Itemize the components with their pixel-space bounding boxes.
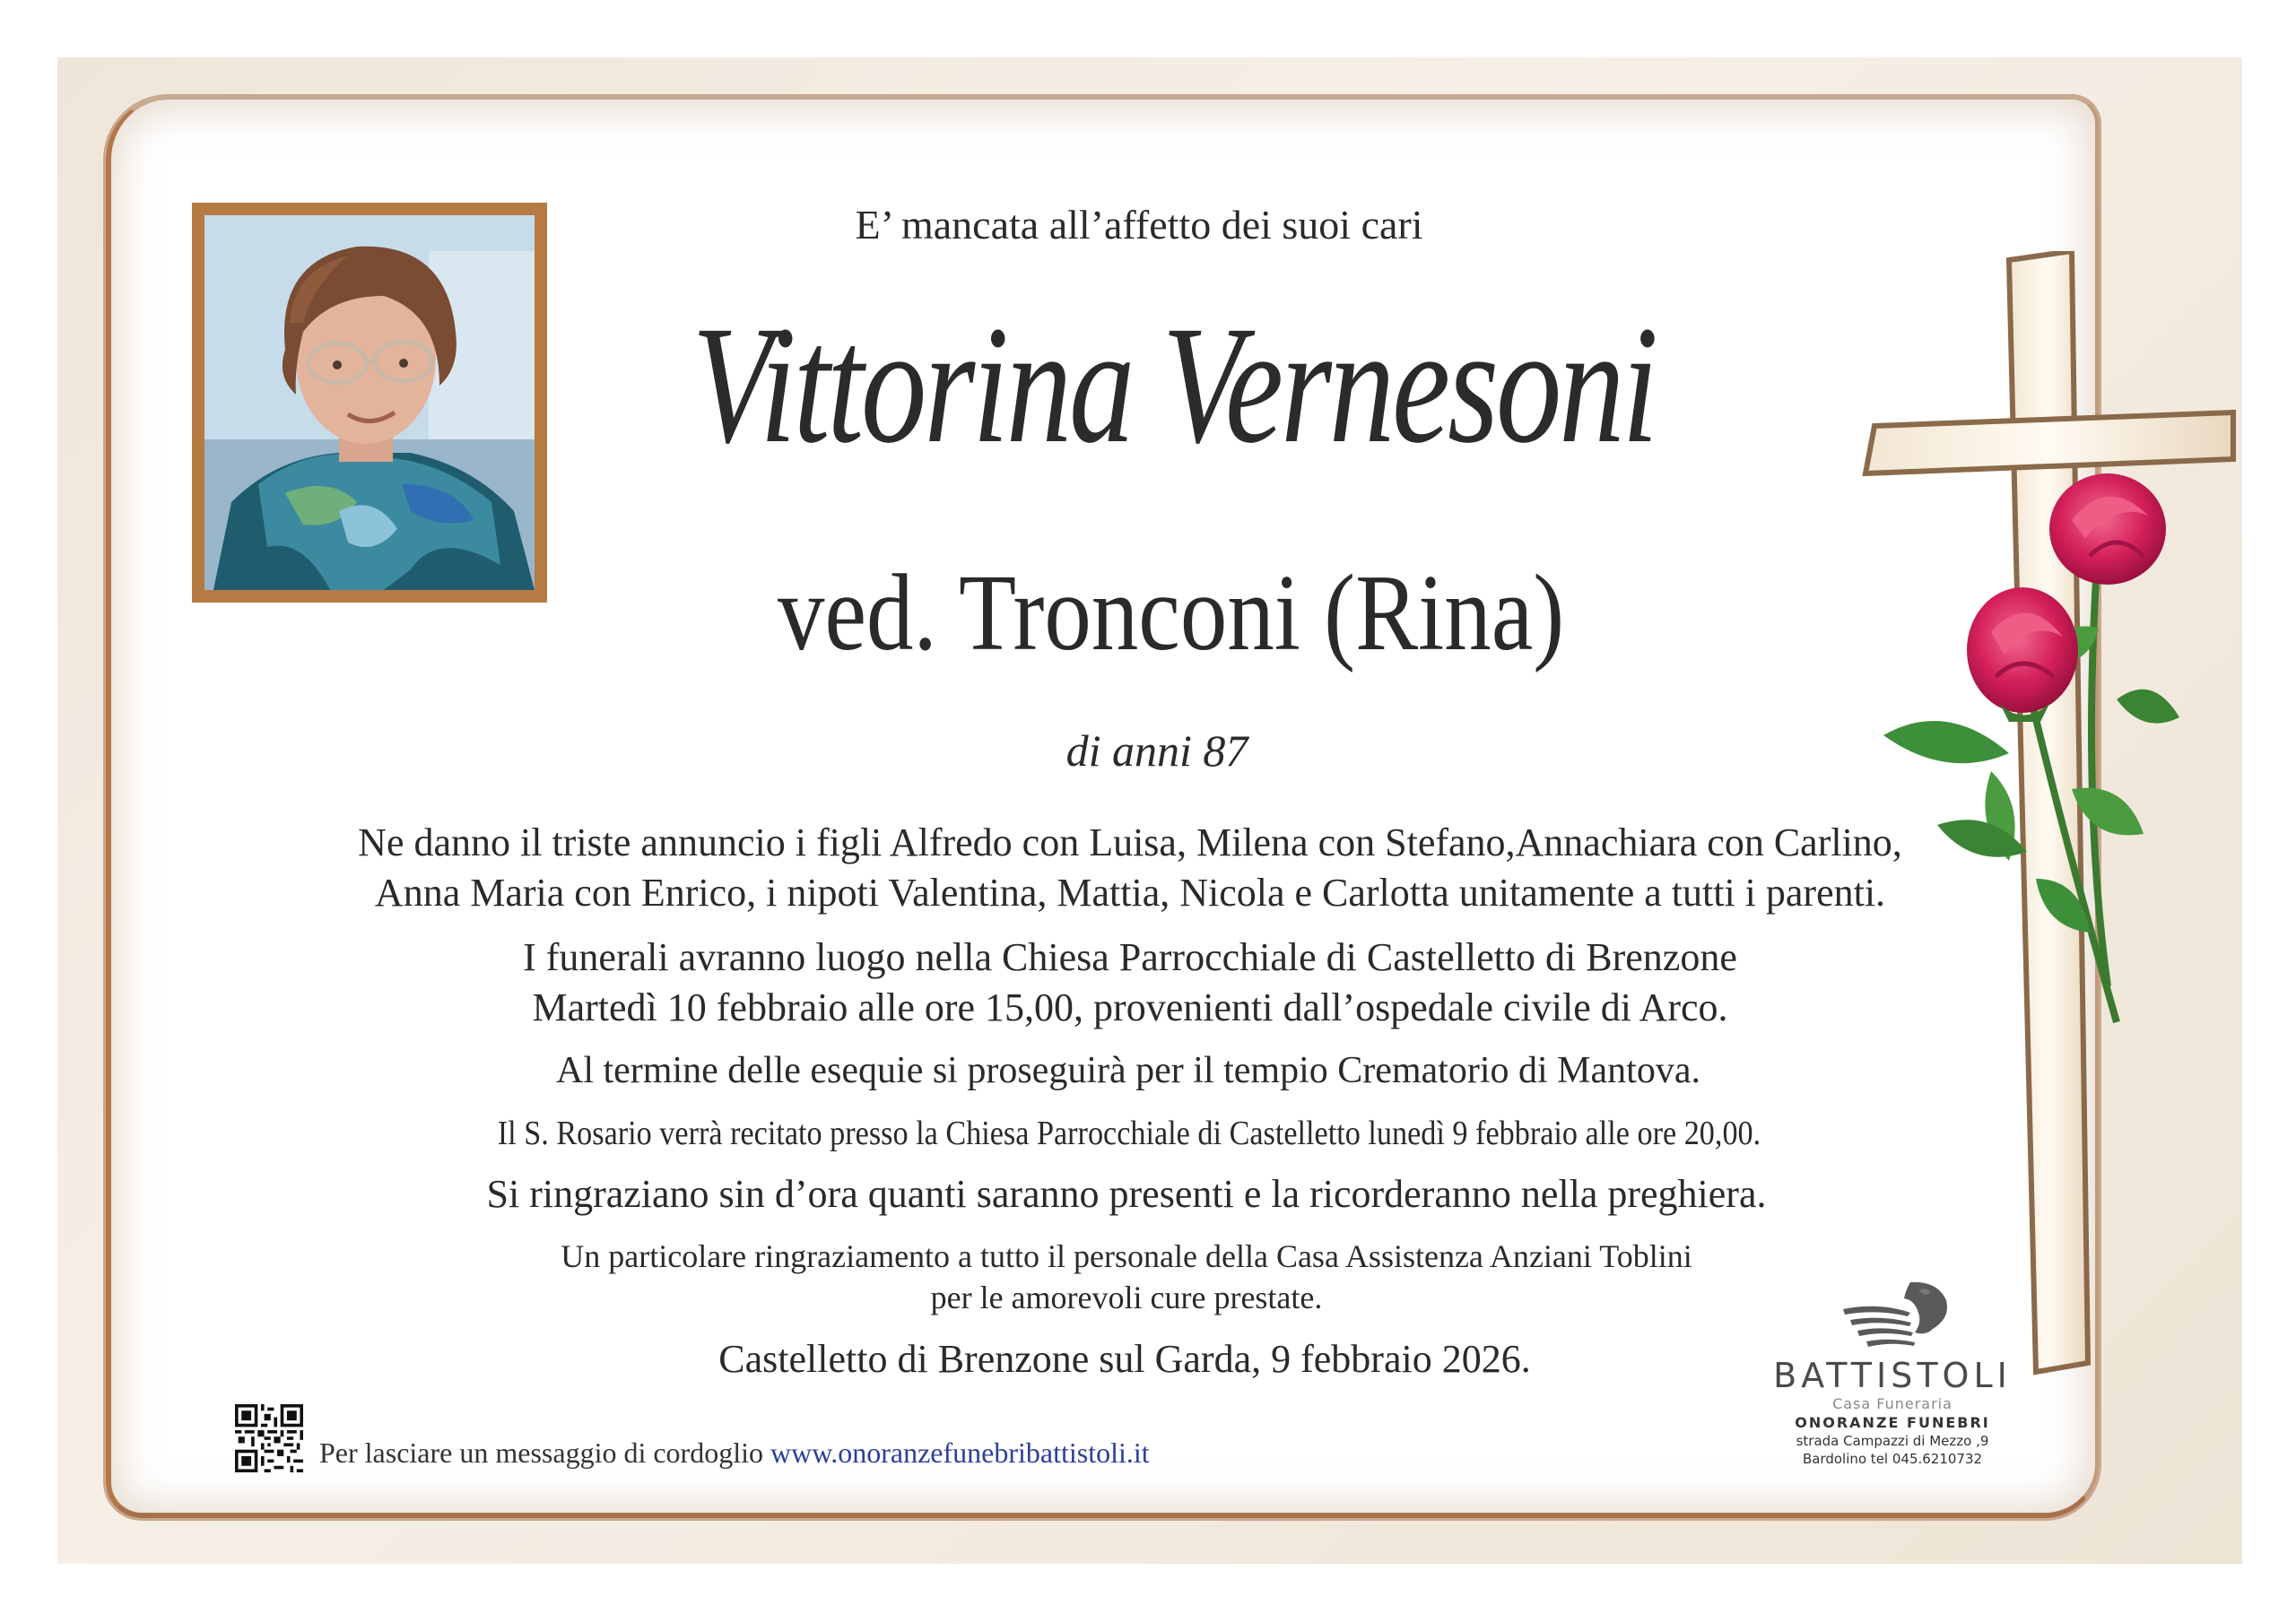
- brand-subtitle: Casa Funeraria: [1832, 1395, 1952, 1412]
- condolence-text: Per lasciare un messaggio di cordoglio: [319, 1436, 763, 1469]
- brand-service: ONORANZE FUNEBRI: [1795, 1414, 1990, 1431]
- special-thanks-line-2: per le amorevoli cure prestate.: [930, 1280, 1323, 1315]
- announcement-line-1: Ne danno il triste annuncio i figli Alfredo con Luisa, Milena con Stefano,Annachiara con Carlino,: [358, 820, 1902, 864]
- condolence-message: [319, 1436, 1150, 1470]
- brand-name: BATTISTOLI: [1773, 1356, 2012, 1395]
- qr-code-icon[interactable]: [235, 1404, 303, 1472]
- announcement-line-2: Anna Maria con Enrico, i nipoti Valentina, Mattia, Nicola e Carlotta unitamente a tutti i parenti.: [374, 871, 1886, 915]
- thanks-line: Si ringraziano sin d’ora quanti saranno presenti e la ricorderanno nella preghiera.: [486, 1172, 1767, 1216]
- special-thanks-line-1: Un particolare ringraziamento a tutto il personale della Casa Assistenza Anziani Toblini: [561, 1238, 1692, 1274]
- brand-phone: Bardolino tel 045.6210732: [1802, 1451, 1983, 1467]
- place-date: Castelletto di Brenzone sul Garda, 9 febbraio 2026.: [718, 1337, 1531, 1381]
- deceased-name: Vittorina Vernesoni: [691, 291, 1656, 478]
- website-link[interactable]: www.onoranzefunebribattistoli.it: [770, 1436, 1150, 1469]
- cross-icon: [1848, 251, 2251, 1444]
- crematorium-line: Al termine delle esequie si proseguirà per il tempio Crematorio di Mantova.: [556, 1050, 1700, 1091]
- intro-line: E’ mancata all’affetto dei suoi cari: [855, 202, 1423, 247]
- battistoli-logo-icon: [1825, 1273, 1960, 1354]
- funeral-home-brand: [1758, 1273, 2027, 1467]
- brand-address: strada Campazzi di Mezzo ,9: [1796, 1433, 1989, 1449]
- funeral-line-2: Martedì 10 febbraio alle ore 15,00, provenienti dall’ospedale civile di Arco.: [532, 985, 1728, 1029]
- age-line: di anni 87: [1065, 725, 1248, 776]
- widow-name: ved. Tronconi (Rina): [777, 552, 1565, 673]
- funeral-line-1: I funerali avranno luogo nella Chiesa Parrocchiale di Castelletto di Brenzone: [523, 935, 1737, 979]
- rosary-line: Il S. Rosario verrà recitato presso la Chiesa Parrocchiale di Castelletto lunedì 9 febbraio alle ore 20,00.: [497, 1115, 1761, 1152]
